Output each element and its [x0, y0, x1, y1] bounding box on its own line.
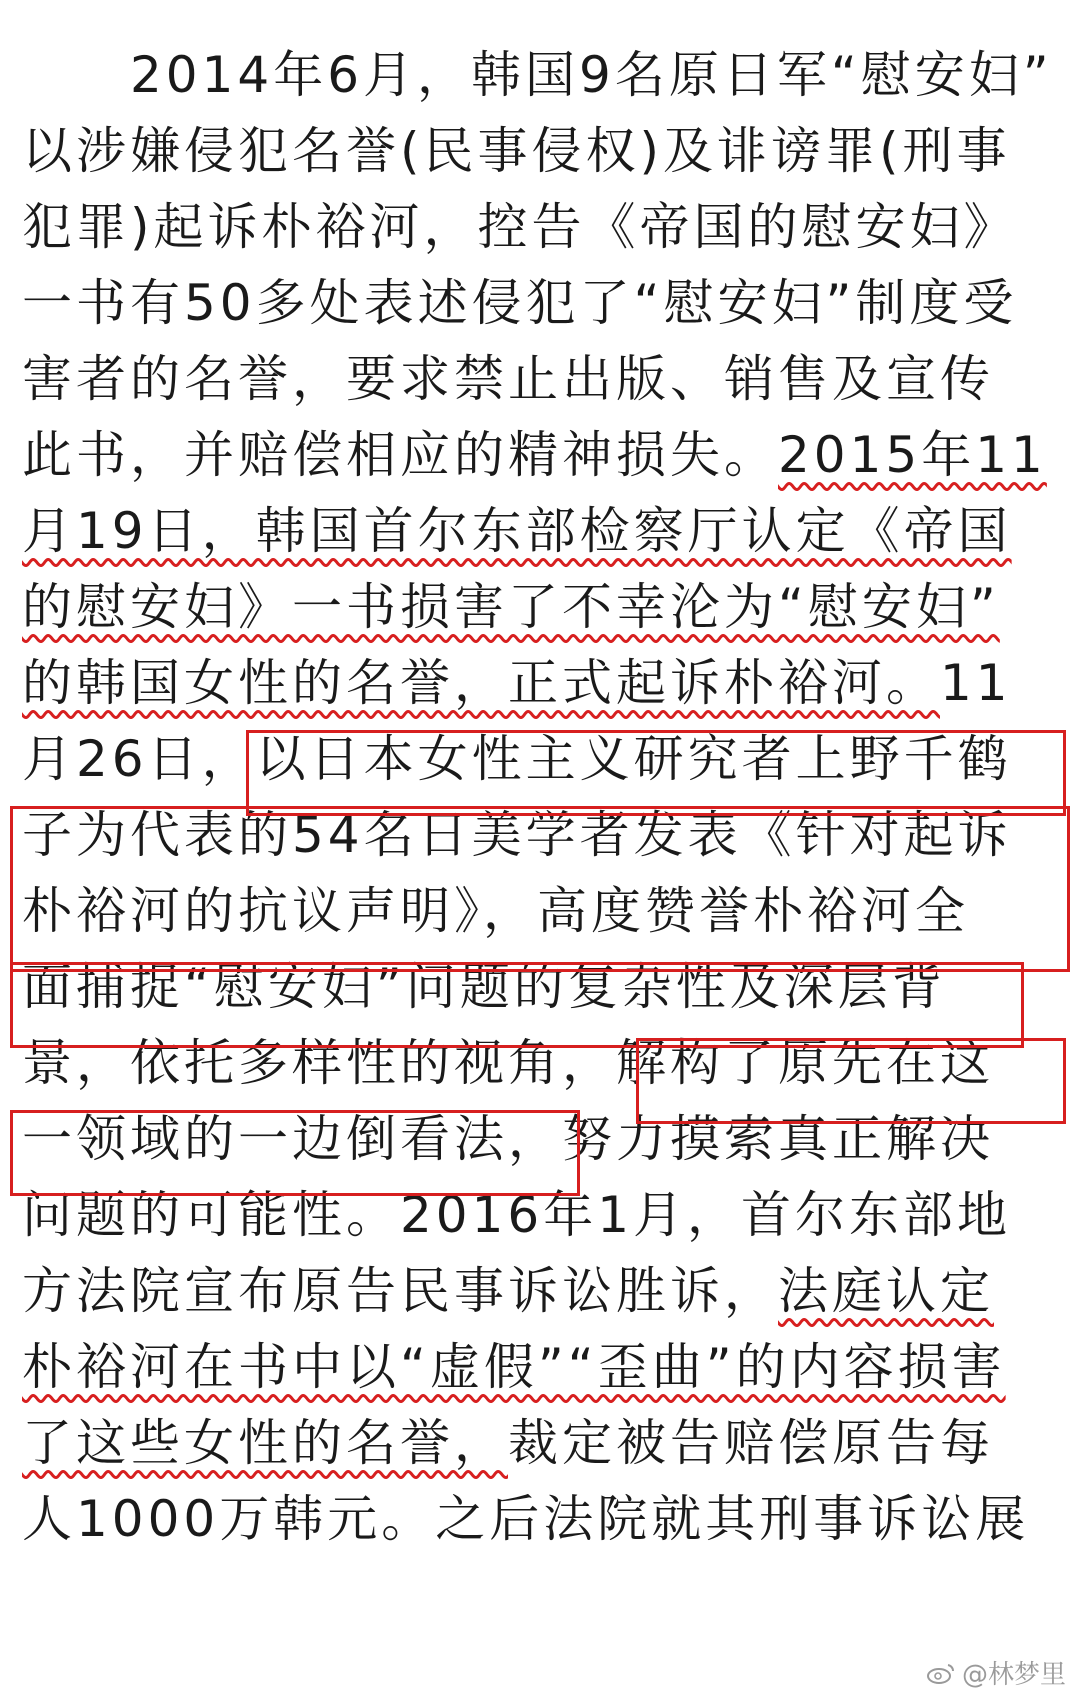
text-segment: 以涉嫌侵犯名誉(民事侵权)及诽谤罪(刑事 [22, 122, 1011, 180]
text-segment: 月26日， [22, 730, 256, 788]
text-segment: 2014年6月，韩国9名原日军“慰安妇” [22, 46, 1053, 104]
text-line-13 [22, 946, 946, 1028]
text-line-4 [22, 262, 1017, 344]
text-segment: 人1000万韩元。之后法院就其刑事诉讼展 [22, 1490, 1030, 1548]
text-line-6 [22, 414, 1047, 496]
underlined-segment: 的韩国女性的名誉，正式起诉朴裕河。 [22, 654, 940, 712]
text-line-7 [22, 490, 1012, 572]
text-line-16 [22, 1174, 1011, 1256]
text-line-20 [22, 1478, 1029, 1560]
text-segment: 方法院宣布原告民事诉讼胜诉， [22, 1262, 778, 1320]
text-segment: 犯罪)起诉朴裕河，控告《帝国的慰安妇》 [22, 198, 1018, 256]
boxed-segment: 以日本女性主义研究者上野千鹤 [255, 730, 1012, 788]
text-line-19 [22, 1402, 994, 1484]
text-segment: 景，依托多样性的视角， [22, 1034, 616, 1092]
text-segment: 问题的可能性。2016年1月，首尔东部地 [22, 1186, 1012, 1244]
text-line-1 [22, 34, 1053, 116]
text-line-12 [22, 870, 969, 952]
underlined-segment: 月19日，韩国首尔东部检察厅认定《帝国 [22, 502, 1012, 560]
watermark-text: @林梦里 [961, 1660, 1066, 1690]
text-line-9 [22, 642, 1012, 724]
boxed-segment: 子为代表的54名日美学者发表《针对起诉 [22, 806, 1012, 864]
text-segment: 害者的名誉，要求禁止出版、销售及宣传 [22, 350, 994, 408]
text-line-3 [22, 186, 1018, 268]
weibo-icon [926, 1661, 956, 1685]
boxed-segment: 面捕捉“慰安妇”问题的复杂性及深层背 [22, 958, 946, 1016]
watermark [926, 1654, 1066, 1691]
text-line-11 [22, 794, 1012, 876]
text-line-10 [22, 718, 1012, 800]
underlined-segment: 的慰安妇》一书损害了不幸沦为“慰安妇” [22, 578, 1000, 636]
underlined-segment: 2015年11 [778, 426, 1047, 484]
text-line-5 [22, 338, 994, 420]
underlined-segment: 朴裕河在书中以“虚假”“歪曲”的内容损害 [22, 1338, 1006, 1396]
text-line-17 [22, 1250, 994, 1332]
underlined-segment: 了这些女性的名誉， [22, 1414, 508, 1472]
text-line-8 [22, 566, 1000, 648]
text-line-15 [22, 1098, 994, 1180]
underlined-segment: 法庭认定 [778, 1262, 994, 1320]
text-segment: 此书，并赔偿相应的精神损失。 [22, 426, 778, 484]
text-segment: 努力摸索真正解决 [562, 1110, 994, 1168]
text-line-2 [22, 110, 1011, 192]
text-line-18 [22, 1326, 1006, 1408]
boxed-segment: 解构了原先在这 [616, 1034, 994, 1092]
text-segment: 一书有50多处表述侵犯了“慰安妇”制度受 [22, 274, 1018, 332]
boxed-segment: 朴裕河的抗议声明》，高度赞誉朴裕河全 [22, 882, 969, 940]
text-segment: 裁定被告赔偿原告每 [508, 1414, 994, 1472]
text-segment: 11 [940, 654, 1012, 712]
text-line-14 [22, 1022, 994, 1104]
boxed-segment: 一领域的一边倒看法， [22, 1110, 562, 1168]
